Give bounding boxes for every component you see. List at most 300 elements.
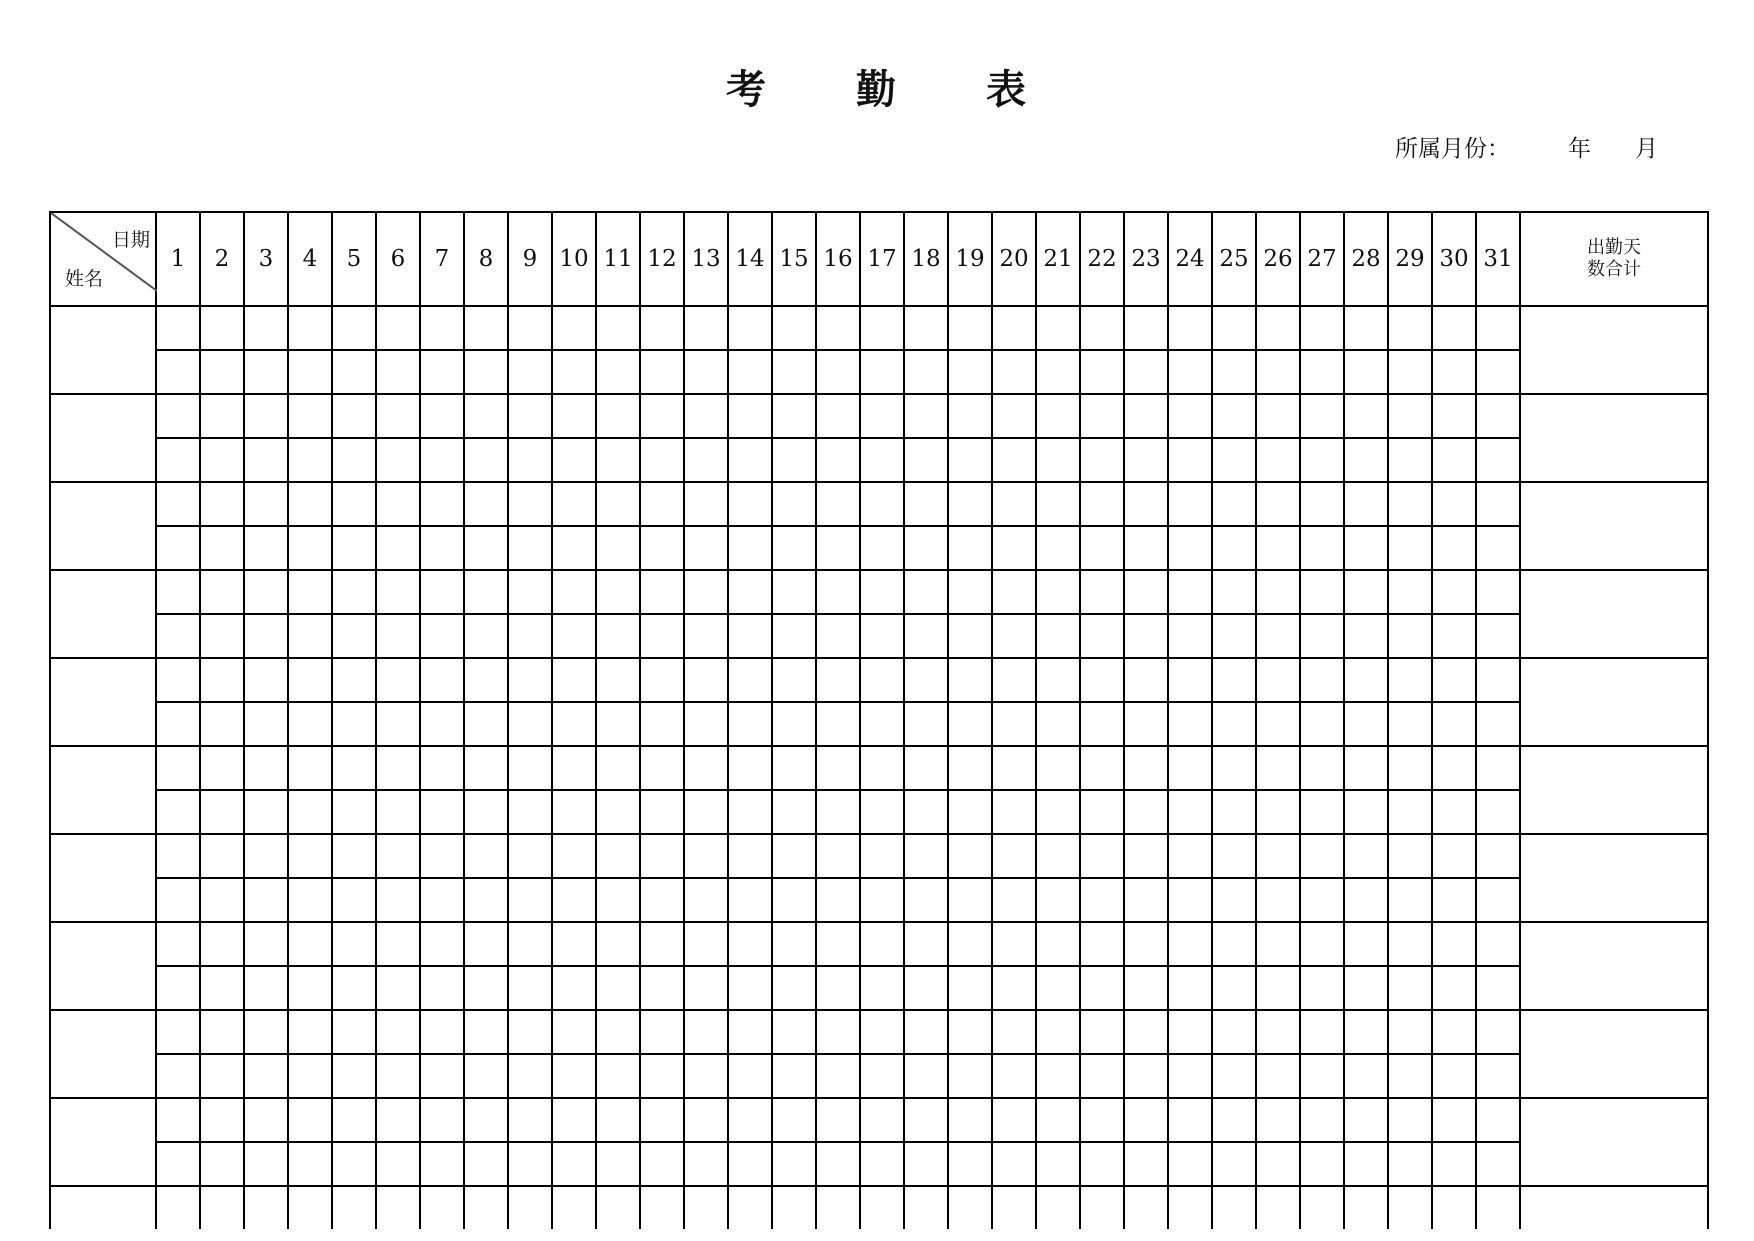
attendance-cell[interactable] [200,834,244,878]
attendance-cell[interactable] [1432,1186,1476,1229]
attendance-cell[interactable] [1300,614,1344,658]
attendance-cell[interactable] [420,790,464,834]
attendance-cell[interactable] [1432,614,1476,658]
attendance-cell[interactable] [1256,482,1300,526]
attendance-cell[interactable] [1344,1142,1388,1186]
attendance-cell[interactable] [1344,790,1388,834]
attendance-cell[interactable] [508,658,552,702]
attendance-cell[interactable] [244,878,288,922]
attendance-cell[interactable] [1300,482,1344,526]
attendance-cell[interactable] [596,966,640,1010]
attendance-cell[interactable] [1432,878,1476,922]
attendance-cell[interactable] [904,1054,948,1098]
attendance-cell[interactable] [200,746,244,790]
employee-name-cell[interactable] [50,658,156,746]
attendance-cell[interactable] [1036,1054,1080,1098]
attendance-cell[interactable] [1256,570,1300,614]
attendance-cell[interactable] [552,614,596,658]
attendance-cell[interactable] [816,394,860,438]
attendance-cell[interactable] [1124,746,1168,790]
attendance-cell[interactable] [1168,438,1212,482]
attendance-cell[interactable] [332,526,376,570]
attendance-cell[interactable] [1344,570,1388,614]
attendance-cell[interactable] [1124,306,1168,350]
attendance-cell[interactable] [1256,702,1300,746]
attendance-cell[interactable] [1476,878,1520,922]
attendance-cell[interactable] [156,702,200,746]
attendance-cell[interactable] [1168,570,1212,614]
attendance-cell[interactable] [420,1186,464,1229]
attendance-cell[interactable] [948,790,992,834]
attendance-cell[interactable] [728,790,772,834]
attendance-cell[interactable] [1300,878,1344,922]
attendance-cell[interactable] [1124,394,1168,438]
attendance-cell[interactable] [244,614,288,658]
attendance-cell[interactable] [1432,790,1476,834]
attendance-cell[interactable] [1124,834,1168,878]
attendance-cell[interactable] [464,306,508,350]
attendance-cell[interactable] [420,658,464,702]
attendance-cell[interactable] [772,702,816,746]
attendance-cell[interactable] [948,702,992,746]
attendance-cell[interactable] [420,878,464,922]
attendance-cell[interactable] [332,658,376,702]
attendance-cell[interactable] [1168,1142,1212,1186]
attendance-cell[interactable] [244,1010,288,1054]
attendance-cell[interactable] [728,482,772,526]
attendance-cell[interactable] [1432,438,1476,482]
attendance-total-cell[interactable] [1520,1186,1708,1229]
attendance-cell[interactable] [684,350,728,394]
attendance-cell[interactable] [860,394,904,438]
attendance-cell[interactable] [1476,1098,1520,1142]
attendance-cell[interactable] [288,394,332,438]
attendance-cell[interactable] [1344,438,1388,482]
attendance-cell[interactable] [156,790,200,834]
attendance-cell[interactable] [1036,614,1080,658]
attendance-cell[interactable] [640,1010,684,1054]
attendance-cell[interactable] [1256,614,1300,658]
attendance-total-cell[interactable] [1520,922,1708,1010]
attendance-cell[interactable] [200,1186,244,1229]
attendance-cell[interactable] [1388,834,1432,878]
attendance-cell[interactable] [1476,658,1520,702]
attendance-cell[interactable] [1212,350,1256,394]
attendance-cell[interactable] [640,1186,684,1229]
attendance-cell[interactable] [1124,966,1168,1010]
attendance-cell[interactable] [1256,790,1300,834]
attendance-cell[interactable] [992,1054,1036,1098]
attendance-cell[interactable] [464,1054,508,1098]
attendance-cell[interactable] [860,1142,904,1186]
attendance-cell[interactable] [904,834,948,878]
attendance-cell[interactable] [244,658,288,702]
attendance-cell[interactable] [948,1010,992,1054]
attendance-cell[interactable] [1168,658,1212,702]
attendance-cell[interactable] [376,482,420,526]
attendance-total-cell[interactable] [1520,482,1708,570]
attendance-cell[interactable] [464,878,508,922]
attendance-cell[interactable] [1124,1142,1168,1186]
attendance-cell[interactable] [1388,1142,1432,1186]
attendance-cell[interactable] [420,834,464,878]
attendance-cell[interactable] [1432,526,1476,570]
attendance-cell[interactable] [200,1142,244,1186]
attendance-cell[interactable] [728,570,772,614]
attendance-cell[interactable] [376,1054,420,1098]
attendance-cell[interactable] [640,614,684,658]
attendance-cell[interactable] [376,834,420,878]
attendance-cell[interactable] [1212,922,1256,966]
attendance-cell[interactable] [1256,1142,1300,1186]
attendance-cell[interactable] [200,702,244,746]
attendance-cell[interactable] [1212,966,1256,1010]
attendance-cell[interactable] [728,438,772,482]
attendance-cell[interactable] [288,1186,332,1229]
attendance-cell[interactable] [1344,614,1388,658]
attendance-cell[interactable] [1300,1098,1344,1142]
attendance-cell[interactable] [1432,350,1476,394]
attendance-cell[interactable] [508,878,552,922]
attendance-cell[interactable] [1300,350,1344,394]
attendance-cell[interactable] [860,966,904,1010]
attendance-cell[interactable] [948,526,992,570]
attendance-cell[interactable] [772,966,816,1010]
attendance-cell[interactable] [508,1186,552,1229]
attendance-cell[interactable] [904,526,948,570]
attendance-cell[interactable] [1476,702,1520,746]
attendance-cell[interactable] [1344,746,1388,790]
attendance-cell[interactable] [772,1186,816,1229]
attendance-cell[interactable] [244,790,288,834]
attendance-cell[interactable] [244,1142,288,1186]
attendance-cell[interactable] [420,394,464,438]
attendance-cell[interactable] [1124,658,1168,702]
attendance-cell[interactable] [816,482,860,526]
attendance-cell[interactable] [376,966,420,1010]
attendance-cell[interactable] [772,438,816,482]
attendance-cell[interactable] [992,878,1036,922]
attendance-cell[interactable] [860,1186,904,1229]
attendance-cell[interactable] [816,966,860,1010]
attendance-cell[interactable] [1256,878,1300,922]
attendance-cell[interactable] [1256,438,1300,482]
attendance-cell[interactable] [464,1142,508,1186]
attendance-cell[interactable] [596,746,640,790]
attendance-cell[interactable] [596,526,640,570]
attendance-cell[interactable] [596,306,640,350]
attendance-cell[interactable] [1080,922,1124,966]
attendance-cell[interactable] [1036,1098,1080,1142]
attendance-cell[interactable] [1344,658,1388,702]
attendance-cell[interactable] [992,1098,1036,1142]
attendance-cell[interactable] [948,570,992,614]
attendance-cell[interactable] [948,966,992,1010]
attendance-cell[interactable] [1168,746,1212,790]
attendance-total-cell[interactable] [1520,658,1708,746]
attendance-cell[interactable] [772,1054,816,1098]
attendance-cell[interactable] [596,1186,640,1229]
attendance-cell[interactable] [1388,746,1432,790]
attendance-cell[interactable] [948,878,992,922]
attendance-cell[interactable] [244,1098,288,1142]
attendance-cell[interactable] [288,658,332,702]
attendance-cell[interactable] [904,1186,948,1229]
attendance-cell[interactable] [1124,1010,1168,1054]
attendance-cell[interactable] [860,350,904,394]
attendance-cell[interactable] [992,1142,1036,1186]
attendance-cell[interactable] [1080,966,1124,1010]
attendance-cell[interactable] [1256,834,1300,878]
attendance-cell[interactable] [640,482,684,526]
attendance-cell[interactable] [1080,658,1124,702]
attendance-cell[interactable] [816,438,860,482]
attendance-cell[interactable] [860,1098,904,1142]
attendance-cell[interactable] [992,790,1036,834]
attendance-cell[interactable] [1300,1054,1344,1098]
attendance-cell[interactable] [1212,1098,1256,1142]
attendance-cell[interactable] [1256,658,1300,702]
attendance-cell[interactable] [156,834,200,878]
attendance-cell[interactable] [1476,834,1520,878]
attendance-cell[interactable] [288,614,332,658]
attendance-cell[interactable] [552,1142,596,1186]
attendance-cell[interactable] [728,1098,772,1142]
attendance-cell[interactable] [772,570,816,614]
attendance-cell[interactable] [156,1142,200,1186]
attendance-cell[interactable] [552,482,596,526]
attendance-cell[interactable] [816,702,860,746]
attendance-cell[interactable] [904,922,948,966]
attendance-cell[interactable] [1344,394,1388,438]
attendance-cell[interactable] [1036,526,1080,570]
attendance-cell[interactable] [332,1186,376,1229]
attendance-cell[interactable] [992,570,1036,614]
attendance-cell[interactable] [1388,1010,1432,1054]
attendance-cell[interactable] [420,1010,464,1054]
attendance-total-cell[interactable] [1520,746,1708,834]
attendance-cell[interactable] [1476,526,1520,570]
attendance-cell[interactable] [640,790,684,834]
attendance-cell[interactable] [156,570,200,614]
attendance-cell[interactable] [1080,394,1124,438]
attendance-cell[interactable] [728,702,772,746]
attendance-cell[interactable] [596,1142,640,1186]
attendance-cell[interactable] [288,702,332,746]
attendance-cell[interactable] [596,570,640,614]
attendance-cell[interactable] [684,394,728,438]
attendance-cell[interactable] [244,306,288,350]
attendance-cell[interactable] [464,1186,508,1229]
attendance-cell[interactable] [332,614,376,658]
attendance-cell[interactable] [508,614,552,658]
attendance-cell[interactable] [860,922,904,966]
attendance-cell[interactable] [860,658,904,702]
attendance-cell[interactable] [200,1054,244,1098]
attendance-cell[interactable] [992,658,1036,702]
attendance-cell[interactable] [860,1054,904,1098]
attendance-cell[interactable] [1300,658,1344,702]
attendance-cell[interactable] [244,702,288,746]
attendance-cell[interactable] [332,1142,376,1186]
attendance-cell[interactable] [508,438,552,482]
attendance-cell[interactable] [772,1142,816,1186]
attendance-cell[interactable] [200,526,244,570]
attendance-cell[interactable] [464,1010,508,1054]
attendance-cell[interactable] [376,394,420,438]
attendance-cell[interactable] [508,746,552,790]
attendance-cell[interactable] [904,746,948,790]
attendance-cell[interactable] [1036,438,1080,482]
attendance-cell[interactable] [904,658,948,702]
attendance-cell[interactable] [508,1098,552,1142]
attendance-cell[interactable] [1124,878,1168,922]
employee-name-cell[interactable] [50,1098,156,1186]
attendance-cell[interactable] [1300,834,1344,878]
attendance-cell[interactable] [420,482,464,526]
attendance-cell[interactable] [1080,1010,1124,1054]
attendance-cell[interactable] [728,1186,772,1229]
attendance-cell[interactable] [1036,350,1080,394]
attendance-cell[interactable] [992,834,1036,878]
attendance-cell[interactable] [1124,438,1168,482]
attendance-cell[interactable] [288,746,332,790]
attendance-cell[interactable] [904,1142,948,1186]
attendance-cell[interactable] [1080,790,1124,834]
attendance-cell[interactable] [596,350,640,394]
attendance-cell[interactable] [1168,922,1212,966]
attendance-cell[interactable] [640,350,684,394]
attendance-cell[interactable] [376,526,420,570]
attendance-cell[interactable] [1344,702,1388,746]
attendance-cell[interactable] [332,1098,376,1142]
attendance-cell[interactable] [508,350,552,394]
employee-name-cell[interactable] [50,1010,156,1098]
attendance-cell[interactable] [992,526,1036,570]
attendance-cell[interactable] [596,1054,640,1098]
attendance-cell[interactable] [948,306,992,350]
attendance-cell[interactable] [728,350,772,394]
attendance-cell[interactable] [1124,702,1168,746]
attendance-cell[interactable] [728,1054,772,1098]
attendance-cell[interactable] [464,570,508,614]
attendance-cell[interactable] [596,790,640,834]
attendance-cell[interactable] [728,306,772,350]
attendance-cell[interactable] [332,438,376,482]
attendance-cell[interactable] [1256,394,1300,438]
attendance-cell[interactable] [200,790,244,834]
attendance-cell[interactable] [1212,614,1256,658]
attendance-cell[interactable] [1476,1186,1520,1229]
attendance-cell[interactable] [1168,1054,1212,1098]
attendance-cell[interactable] [552,1098,596,1142]
attendance-cell[interactable] [1344,1054,1388,1098]
attendance-cell[interactable] [1476,438,1520,482]
attendance-cell[interactable] [376,1098,420,1142]
attendance-cell[interactable] [376,1186,420,1229]
attendance-cell[interactable] [332,922,376,966]
attendance-cell[interactable] [1124,350,1168,394]
attendance-cell[interactable] [376,790,420,834]
attendance-cell[interactable] [420,306,464,350]
attendance-cell[interactable] [1036,482,1080,526]
attendance-cell[interactable] [1432,702,1476,746]
employee-name-cell[interactable] [50,394,156,482]
attendance-cell[interactable] [992,1010,1036,1054]
attendance-cell[interactable] [640,438,684,482]
attendance-cell[interactable] [728,658,772,702]
attendance-cell[interactable] [156,1010,200,1054]
attendance-cell[interactable] [1080,1098,1124,1142]
attendance-cell[interactable] [1124,1098,1168,1142]
attendance-cell[interactable] [288,966,332,1010]
attendance-cell[interactable] [332,702,376,746]
attendance-cell[interactable] [1432,922,1476,966]
attendance-cell[interactable] [816,834,860,878]
attendance-cell[interactable] [1036,746,1080,790]
attendance-cell[interactable] [156,1098,200,1142]
attendance-cell[interactable] [332,350,376,394]
attendance-cell[interactable] [772,306,816,350]
attendance-cell[interactable] [1036,1010,1080,1054]
attendance-cell[interactable] [464,438,508,482]
attendance-cell[interactable] [684,658,728,702]
attendance-total-cell[interactable] [1520,1098,1708,1186]
attendance-cell[interactable] [640,394,684,438]
attendance-cell[interactable] [596,702,640,746]
attendance-cell[interactable] [640,966,684,1010]
attendance-cell[interactable] [1036,658,1080,702]
attendance-cell[interactable] [1344,526,1388,570]
attendance-total-cell[interactable] [1520,570,1708,658]
attendance-cell[interactable] [1432,658,1476,702]
attendance-cell[interactable] [244,570,288,614]
attendance-cell[interactable] [992,394,1036,438]
attendance-cell[interactable] [1432,482,1476,526]
attendance-cell[interactable] [1388,878,1432,922]
attendance-cell[interactable] [1080,746,1124,790]
attendance-cell[interactable] [816,1142,860,1186]
attendance-cell[interactable] [1388,526,1432,570]
attendance-total-cell[interactable] [1520,394,1708,482]
attendance-cell[interactable] [156,306,200,350]
attendance-cell[interactable] [728,614,772,658]
attendance-cell[interactable] [508,966,552,1010]
attendance-cell[interactable] [1168,834,1212,878]
attendance-cell[interactable] [552,306,596,350]
attendance-cell[interactable] [288,526,332,570]
attendance-cell[interactable] [772,878,816,922]
attendance-cell[interactable] [332,878,376,922]
attendance-cell[interactable] [948,1098,992,1142]
attendance-cell[interactable] [948,482,992,526]
attendance-cell[interactable] [772,614,816,658]
attendance-cell[interactable] [1256,746,1300,790]
attendance-cell[interactable] [156,1186,200,1229]
attendance-cell[interactable] [992,350,1036,394]
attendance-cell[interactable] [992,482,1036,526]
attendance-cell[interactable] [200,878,244,922]
attendance-cell[interactable] [1388,658,1432,702]
attendance-cell[interactable] [1256,966,1300,1010]
attendance-cell[interactable] [992,966,1036,1010]
attendance-cell[interactable] [816,1054,860,1098]
attendance-cell[interactable] [552,746,596,790]
attendance-cell[interactable] [332,1010,376,1054]
attendance-cell[interactable] [464,1098,508,1142]
attendance-cell[interactable] [156,394,200,438]
attendance-cell[interactable] [948,922,992,966]
